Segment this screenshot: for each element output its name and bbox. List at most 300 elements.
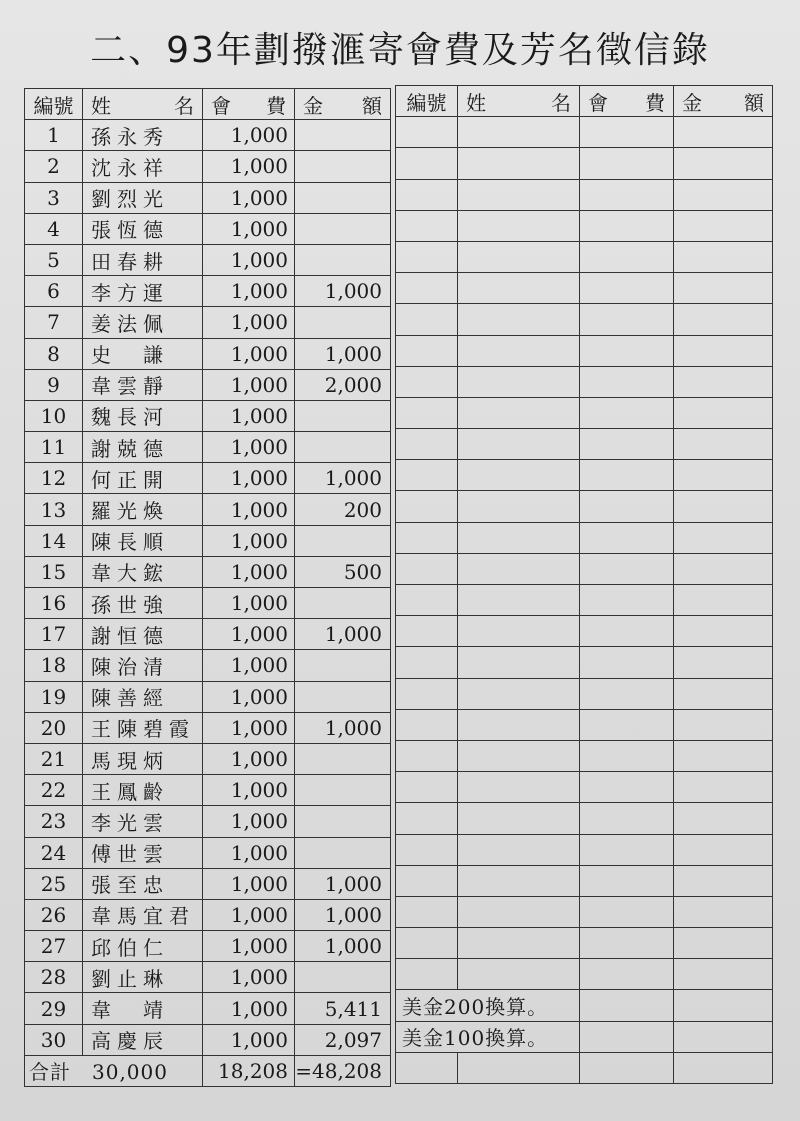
table-row	[396, 491, 773, 522]
row-number	[396, 241, 458, 272]
fee-value: 1,000	[203, 712, 295, 743]
header-amount: 金 額	[674, 86, 773, 117]
fee-value	[580, 397, 674, 428]
left-ledger-table	[24, 88, 391, 1087]
member-name	[458, 959, 580, 990]
member-name: 羅光煥	[83, 494, 203, 525]
page-title: 二、93年劃撥滙寄會費及芳名徵信錄	[90, 30, 710, 71]
amount-value	[674, 553, 773, 584]
row-number	[396, 179, 458, 210]
row-number	[396, 273, 458, 304]
table-row	[396, 304, 773, 335]
fee-value: 1,000	[203, 743, 295, 774]
fee-value	[580, 366, 674, 397]
member-name: 張恆德	[83, 213, 203, 244]
member-name: 劉止琳	[83, 962, 203, 993]
amount-value	[674, 616, 773, 647]
amount-value	[674, 772, 773, 803]
member-name	[458, 397, 580, 428]
member-name: 沈永祥	[83, 151, 203, 182]
amount-value: 1,000	[295, 463, 391, 494]
fee-value: 1,000	[203, 993, 295, 1024]
member-name	[458, 647, 580, 678]
member-name: 謝恒德	[83, 619, 203, 650]
fee-value	[580, 647, 674, 678]
table-row	[25, 993, 391, 1024]
row-number: 4	[25, 213, 83, 244]
row-number	[396, 210, 458, 241]
row-number: 11	[25, 432, 83, 463]
row-number: 12	[25, 463, 83, 494]
row-number: 8	[25, 338, 83, 369]
amount-value	[295, 307, 391, 338]
table-row	[396, 585, 773, 616]
member-name: 魏長河	[83, 400, 203, 431]
fee-value: 1,000	[203, 931, 295, 962]
amount-value: 1,000	[295, 712, 391, 743]
fee-value: 1,000	[203, 525, 295, 556]
row-number: 2	[25, 151, 83, 182]
table-row	[396, 990, 773, 1021]
row-number: 17	[25, 619, 83, 650]
fee-value	[580, 460, 674, 491]
amount-value	[295, 775, 391, 806]
member-name: 田春耕	[83, 244, 203, 275]
table-row	[25, 120, 391, 151]
amount-value	[674, 491, 773, 522]
header-name: 姓 名	[458, 86, 580, 117]
row-number: 13	[25, 494, 83, 525]
amount-value	[295, 588, 391, 619]
amount-value: 1,000	[295, 338, 391, 369]
fee-value	[580, 616, 674, 647]
member-name: 張至忠	[83, 868, 203, 899]
amount-value	[674, 335, 773, 366]
member-name	[458, 616, 580, 647]
row-number: 22	[25, 775, 83, 806]
header-fee: 會 費	[580, 86, 674, 117]
row-number	[396, 959, 458, 990]
table-row	[396, 148, 773, 179]
row-number	[396, 709, 458, 740]
row-number: 27	[25, 931, 83, 962]
row-number: 9	[25, 369, 83, 400]
row-number: 6	[25, 276, 83, 307]
row-number: 20	[25, 712, 83, 743]
amount-value: 1,000	[295, 899, 391, 930]
table-row	[25, 525, 391, 556]
table-row	[25, 213, 391, 244]
fee-value: 1,000	[203, 1024, 295, 1055]
fee-value	[580, 522, 674, 553]
table-row	[396, 117, 773, 148]
row-number: 24	[25, 837, 83, 868]
header-amount: 金 額	[295, 89, 391, 120]
fee-value	[580, 241, 674, 272]
amount-value	[295, 400, 391, 431]
table-row	[25, 400, 391, 431]
table-row	[396, 460, 773, 491]
amount-value	[674, 304, 773, 335]
table-row	[25, 432, 391, 463]
member-name: 馬現炳	[83, 743, 203, 774]
amount-value	[674, 990, 773, 1021]
row-number	[396, 1052, 458, 1083]
amount-value	[674, 366, 773, 397]
member-name	[458, 865, 580, 896]
member-name	[458, 772, 580, 803]
member-name	[458, 834, 580, 865]
amount-value	[674, 585, 773, 616]
fee-value	[580, 491, 674, 522]
table-row	[396, 241, 773, 272]
table-row	[25, 151, 391, 182]
member-name	[458, 148, 580, 179]
fee-value	[580, 179, 674, 210]
amount-value: 1,000	[295, 931, 391, 962]
member-name	[458, 273, 580, 304]
row-number: 23	[25, 806, 83, 837]
member-name: 高慶辰	[83, 1024, 203, 1055]
amount-value	[295, 120, 391, 151]
totals-label: 合計 30,000	[25, 1055, 203, 1086]
row-number	[396, 117, 458, 148]
amount-value	[674, 803, 773, 834]
table-row	[396, 834, 773, 865]
row-number	[396, 429, 458, 460]
table-row	[25, 494, 391, 525]
table-row	[396, 772, 773, 803]
member-name: 陳治清	[83, 650, 203, 681]
table-row	[25, 619, 391, 650]
row-number	[396, 491, 458, 522]
fee-value: 1,000	[203, 120, 295, 151]
member-name	[458, 553, 580, 584]
member-name: 何正開	[83, 463, 203, 494]
row-number	[396, 865, 458, 896]
row-number	[396, 366, 458, 397]
fee-value	[580, 429, 674, 460]
fee-value	[580, 834, 674, 865]
member-name: 陳長順	[83, 525, 203, 556]
amount-value: 1,000	[295, 276, 391, 307]
amount-value	[674, 896, 773, 927]
row-number: 7	[25, 307, 83, 338]
fee-value	[580, 990, 674, 1021]
fee-value: 1,000	[203, 307, 295, 338]
fee-value	[580, 678, 674, 709]
amount-value	[674, 740, 773, 771]
table-row	[25, 369, 391, 400]
amount-value	[295, 432, 391, 463]
row-number: 26	[25, 899, 83, 930]
member-name	[458, 335, 580, 366]
row-number	[396, 647, 458, 678]
fee-value: 1,000	[203, 619, 295, 650]
member-name: 孫永秀	[83, 120, 203, 151]
member-name	[458, 210, 580, 241]
table-row	[396, 522, 773, 553]
member-name	[458, 740, 580, 771]
table-row	[396, 397, 773, 428]
amount-value: 1,000	[295, 868, 391, 899]
table-row	[25, 588, 391, 619]
table-row	[396, 366, 773, 397]
row-number: 16	[25, 588, 83, 619]
member-name: 史 謙	[83, 338, 203, 369]
row-number: 5	[25, 244, 83, 275]
fee-value: 1,000	[203, 369, 295, 400]
row-number: 29	[25, 993, 83, 1024]
table-row	[396, 709, 773, 740]
conversion-note: 美金200換算。	[396, 990, 580, 1021]
table-row	[25, 837, 391, 868]
row-number	[396, 928, 458, 959]
totals-amount: =48,208	[295, 1055, 391, 1086]
totals-fee: 18,208	[203, 1055, 295, 1086]
amount-value	[674, 429, 773, 460]
amount-value	[295, 650, 391, 681]
amount-value	[674, 928, 773, 959]
table-row	[25, 244, 391, 275]
table-row	[396, 959, 773, 990]
row-number: 28	[25, 962, 83, 993]
table-row	[25, 1024, 391, 1055]
fee-value	[580, 553, 674, 584]
amount-value	[674, 1021, 773, 1052]
member-name	[458, 678, 580, 709]
fee-value	[580, 210, 674, 241]
table-row	[396, 179, 773, 210]
row-number: 19	[25, 681, 83, 712]
table-row	[396, 1021, 773, 1052]
row-number	[396, 335, 458, 366]
table-row	[396, 210, 773, 241]
amount-value	[295, 244, 391, 275]
fee-value: 1,000	[203, 463, 295, 494]
fee-value: 1,000	[203, 681, 295, 712]
member-name	[458, 896, 580, 927]
row-number	[396, 834, 458, 865]
fee-value: 1,000	[203, 213, 295, 244]
table-row	[396, 803, 773, 834]
fee-value: 1,000	[203, 338, 295, 369]
row-number	[396, 803, 458, 834]
fee-value: 1,000	[203, 868, 295, 899]
member-name: 傅世雲	[83, 837, 203, 868]
table-row	[25, 307, 391, 338]
fee-value: 1,000	[203, 650, 295, 681]
fee-value: 1,000	[203, 556, 295, 587]
amount-value	[674, 241, 773, 272]
row-number	[396, 522, 458, 553]
member-name: 謝兢德	[83, 432, 203, 463]
table-row	[396, 273, 773, 304]
fee-value	[580, 896, 674, 927]
header-name: 姓 名	[83, 89, 203, 120]
amount-value	[674, 647, 773, 678]
table-row	[25, 650, 391, 681]
member-name: 劉烈光	[83, 182, 203, 213]
fee-value	[580, 865, 674, 896]
amount-value: 5,411	[295, 993, 391, 1024]
member-name: 邱伯仁	[83, 931, 203, 962]
amount-value	[674, 397, 773, 428]
row-number	[396, 772, 458, 803]
table-row	[396, 896, 773, 927]
amount-value	[295, 681, 391, 712]
fee-value: 1,000	[203, 244, 295, 275]
table-row	[396, 1052, 773, 1083]
row-number	[396, 616, 458, 647]
table-row	[396, 429, 773, 460]
totals-row	[25, 1055, 391, 1086]
amount-value	[674, 117, 773, 148]
fee-value	[580, 117, 674, 148]
fee-value: 1,000	[203, 494, 295, 525]
member-name: 王鳳齡	[83, 775, 203, 806]
member-name	[458, 803, 580, 834]
amount-value	[674, 959, 773, 990]
table-row	[25, 338, 391, 369]
fee-value	[580, 709, 674, 740]
row-number: 14	[25, 525, 83, 556]
amount-value	[295, 837, 391, 868]
fee-value	[580, 273, 674, 304]
row-number	[396, 148, 458, 179]
table-row	[25, 806, 391, 837]
fee-value	[580, 772, 674, 803]
fee-value: 1,000	[203, 837, 295, 868]
table-row	[396, 740, 773, 771]
member-name: 韋馬宜君	[83, 899, 203, 930]
member-name	[458, 522, 580, 553]
conversion-note: 美金100換算。	[396, 1021, 580, 1052]
row-number: 3	[25, 182, 83, 213]
header-no: 編號	[396, 86, 458, 117]
fee-value: 1,000	[203, 899, 295, 930]
amount-value	[295, 151, 391, 182]
amount-value	[674, 709, 773, 740]
table-row	[25, 712, 391, 743]
amount-value	[674, 834, 773, 865]
amount-value: 1,000	[295, 619, 391, 650]
member-name: 姜法佩	[83, 307, 203, 338]
fee-value	[580, 959, 674, 990]
amount-value	[674, 865, 773, 896]
right-ledger-table	[395, 85, 773, 1084]
amount-value	[674, 273, 773, 304]
amount-value	[295, 962, 391, 993]
fee-value: 1,000	[203, 588, 295, 619]
member-name	[458, 491, 580, 522]
row-number	[396, 397, 458, 428]
member-name	[458, 585, 580, 616]
table-row	[25, 899, 391, 930]
member-name	[458, 928, 580, 959]
member-name	[458, 117, 580, 148]
row-number: 30	[25, 1024, 83, 1055]
member-name	[458, 709, 580, 740]
table-row	[25, 276, 391, 307]
member-name	[458, 366, 580, 397]
amount-value: 2,000	[295, 369, 391, 400]
member-name	[458, 429, 580, 460]
fee-value	[580, 585, 674, 616]
row-number	[396, 553, 458, 584]
member-name: 韋雲靜	[83, 369, 203, 400]
row-number: 1	[25, 120, 83, 151]
member-name: 王陳碧霞	[83, 712, 203, 743]
member-name	[458, 179, 580, 210]
fee-value: 1,000	[203, 432, 295, 463]
amount-value	[674, 522, 773, 553]
table-row	[25, 931, 391, 962]
row-number	[396, 740, 458, 771]
table-row	[396, 928, 773, 959]
table-row	[25, 743, 391, 774]
amount-value	[674, 179, 773, 210]
fee-value: 1,000	[203, 400, 295, 431]
fee-value: 1,000	[203, 962, 295, 993]
table-row	[396, 335, 773, 366]
amount-value	[674, 678, 773, 709]
fee-value: 1,000	[203, 775, 295, 806]
header-row	[25, 89, 391, 120]
row-number	[396, 304, 458, 335]
row-number: 10	[25, 400, 83, 431]
amount-value: 500	[295, 556, 391, 587]
row-number	[396, 460, 458, 491]
fee-value	[580, 740, 674, 771]
table-row	[25, 775, 391, 806]
header-fee: 會 費	[203, 89, 295, 120]
fee-value	[580, 1021, 674, 1052]
amount-value	[295, 213, 391, 244]
table-row	[25, 681, 391, 712]
row-number: 15	[25, 556, 83, 587]
header-row	[396, 86, 773, 117]
fee-value	[580, 928, 674, 959]
fee-value	[580, 304, 674, 335]
row-number	[396, 678, 458, 709]
amount-value	[295, 525, 391, 556]
amount-value	[674, 148, 773, 179]
table-row	[25, 868, 391, 899]
table-row	[396, 678, 773, 709]
member-name: 韋 靖	[83, 993, 203, 1024]
fee-value	[580, 335, 674, 366]
table-row	[25, 962, 391, 993]
amount-value	[674, 460, 773, 491]
row-number	[396, 896, 458, 927]
table-row	[396, 616, 773, 647]
amount-value: 2,097	[295, 1024, 391, 1055]
amount-value	[674, 210, 773, 241]
member-name: 孫世強	[83, 588, 203, 619]
member-name: 韋大鋐	[83, 556, 203, 587]
table-row	[396, 865, 773, 896]
member-name	[458, 1052, 580, 1083]
amount-value	[295, 182, 391, 213]
member-name	[458, 460, 580, 491]
amount-value: 200	[295, 494, 391, 525]
fee-value	[580, 1052, 674, 1083]
member-name: 李方運	[83, 276, 203, 307]
member-name	[458, 304, 580, 335]
fee-value: 1,000	[203, 182, 295, 213]
fee-value	[580, 803, 674, 834]
